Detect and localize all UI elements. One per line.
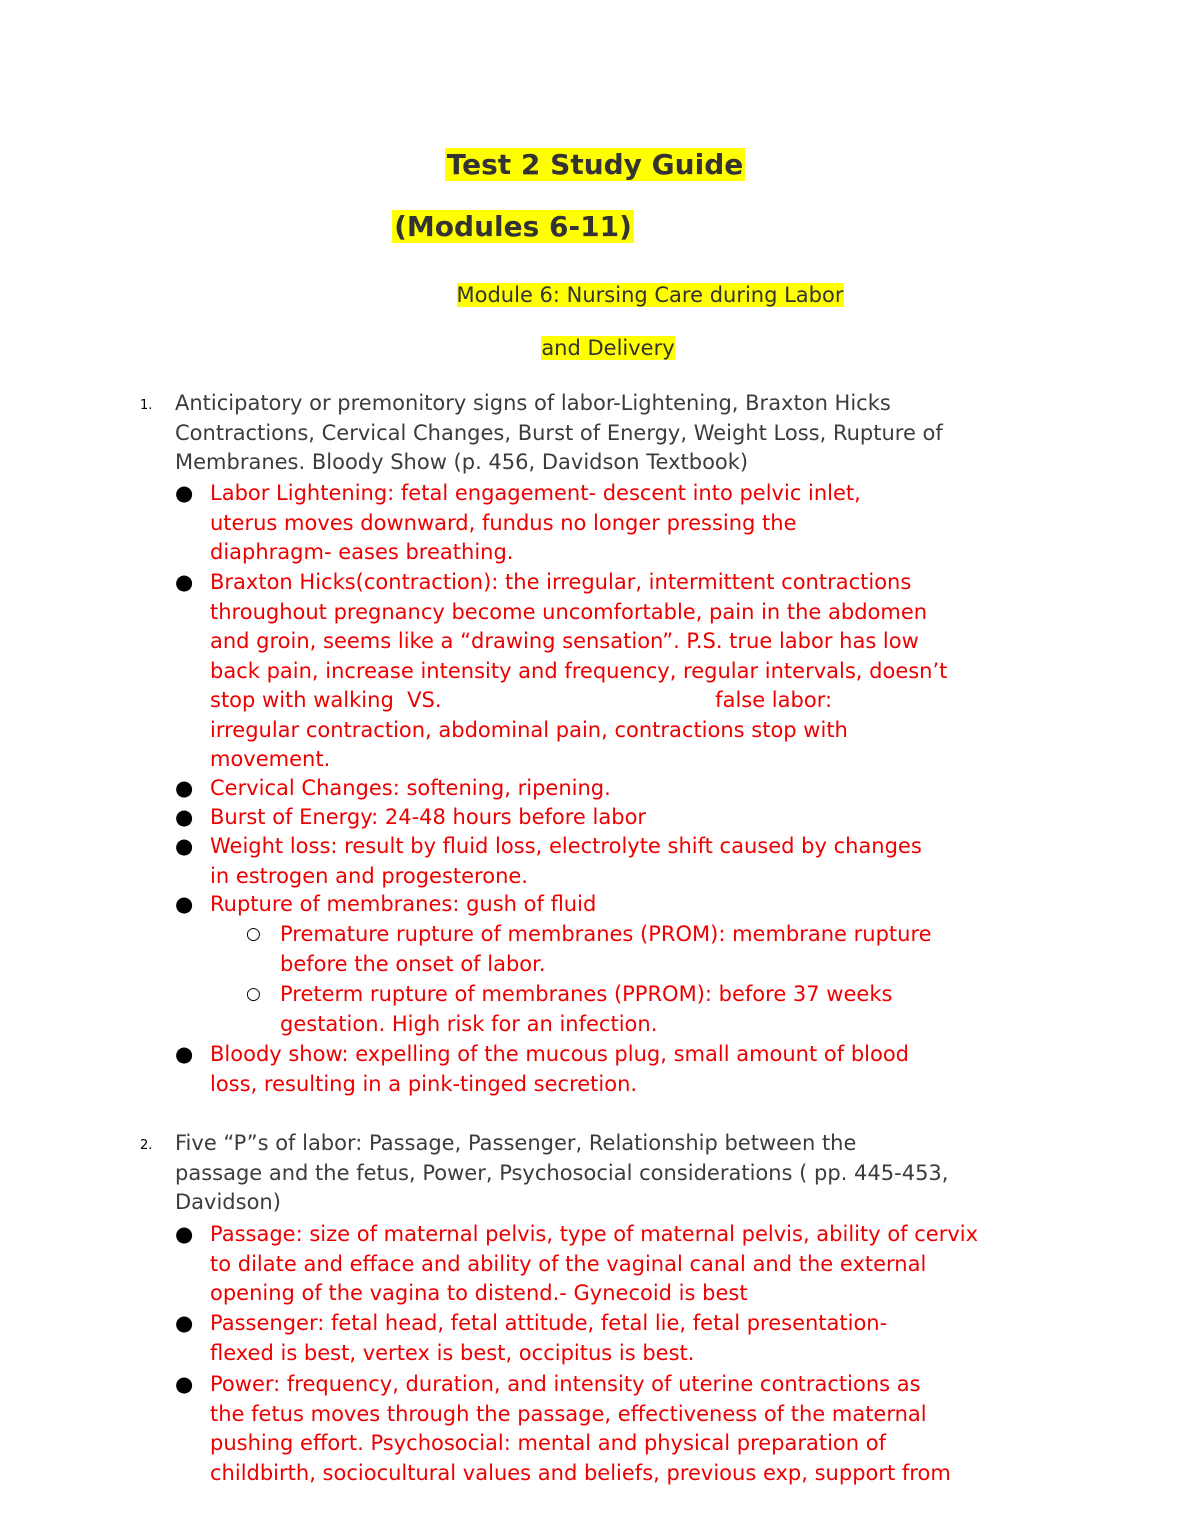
list-number: 1. <box>140 398 153 413</box>
page-subtitle: (Modules 6-11) <box>394 210 632 243</box>
list-item: Power: frequency, duration, and intensity of uterine contractions as the fetus moves through the passage, effectiveness of the maternal pushing effort. Psychosocial: mental and physical preparation of childbirth, sociocultural values and beliefs, previous exp, support from <box>210 1372 951 1485</box>
list-item: Labor Lightening: fetal engagement- descent into pelvic inlet, uterus moves downward, fundus no longer pressing the diaphragm- eases breathing. <box>210 481 861 564</box>
sub-list-item: Preterm rupture of membranes (PPROM): before 37 weeks gestation. High risk for an infection. <box>280 982 893 1036</box>
list-item: Cervical Changes: softening, ripening. <box>210 776 611 800</box>
list-item: Bloody show: expelling of the mucous plug, small amount of blood loss, resulting in a pink-tinged secretion. <box>210 1042 910 1096</box>
numbered-item-text: Anticipatory or premonitory signs of labor-Lightening, Braxton Hicks Contractions, Cervical Changes, Burst of Energy, Weight Loss, Rupture of Membranes. Bloody Show (p. 456, Davidson Textbook) <box>175 391 943 474</box>
list-item: Weight loss: result by fluid loss, electrolyte shift caused by changes in estrogen and progesterone. <box>210 834 922 888</box>
bullet-icon: ● <box>175 1222 194 1246</box>
module-heading-line-2: and Delivery <box>541 336 675 360</box>
list-number: 2. <box>140 1138 153 1153</box>
sub-list-item: Premature rupture of membranes (PROM): membrane rupture before the onset of labor. <box>280 922 932 976</box>
module-heading-line-1: Module 6: Nursing Care during Labor <box>456 283 844 307</box>
bullet-icon: ● <box>175 1042 194 1066</box>
list-item: Passenger: fetal head, fetal attitude, fetal lie, fetal presentation- flexed is best, vertex is best, occipitus is best. <box>210 1311 888 1365</box>
sub-bullet-icon: ○ <box>246 984 261 1004</box>
list-item: Passage: size of maternal pelvis, type of maternal pelvis, ability of cervix to dilate and efface and ability of the vaginal canal and the external opening of the vagina to distend.- Gynecoid is best <box>210 1222 979 1305</box>
bullet-icon: ● <box>175 1311 194 1335</box>
bullet-icon: ● <box>175 834 194 858</box>
page-title: Test 2 Study Guide <box>446 148 744 181</box>
sub-bullet-icon: ○ <box>246 924 261 944</box>
bullet-icon: ● <box>175 570 194 594</box>
bullet-icon: ● <box>175 776 194 800</box>
bullet-icon: ● <box>175 805 194 829</box>
bullet-icon: ● <box>175 481 194 505</box>
bullet-icon: ● <box>175 892 194 916</box>
list-item: Burst of Energy: 24-48 hours before labor <box>210 805 647 829</box>
list-item: Braxton Hicks(contraction): the irregular, intermittent contractions throughout pregnancy become uncomfortable, pain in the abdomen and groin, seems like a “drawing sensation”. P.S. true labor has low back pain, increase intensity and frequency, regular intervals, doesn’t stop with walking VS. false labor: irregular contraction, abdominal pain, contractions stop with movement. <box>210 570 948 771</box>
numbered-item-text: Five “P”s of labor: Passage, Passenger, Relationship between the passage and the fetus, Power, Psychosocial considerations ( pp. 445-453, Davidson) <box>175 1131 949 1214</box>
list-item: Rupture of membranes: gush of fluid <box>210 892 597 916</box>
bullet-icon: ● <box>175 1372 194 1396</box>
